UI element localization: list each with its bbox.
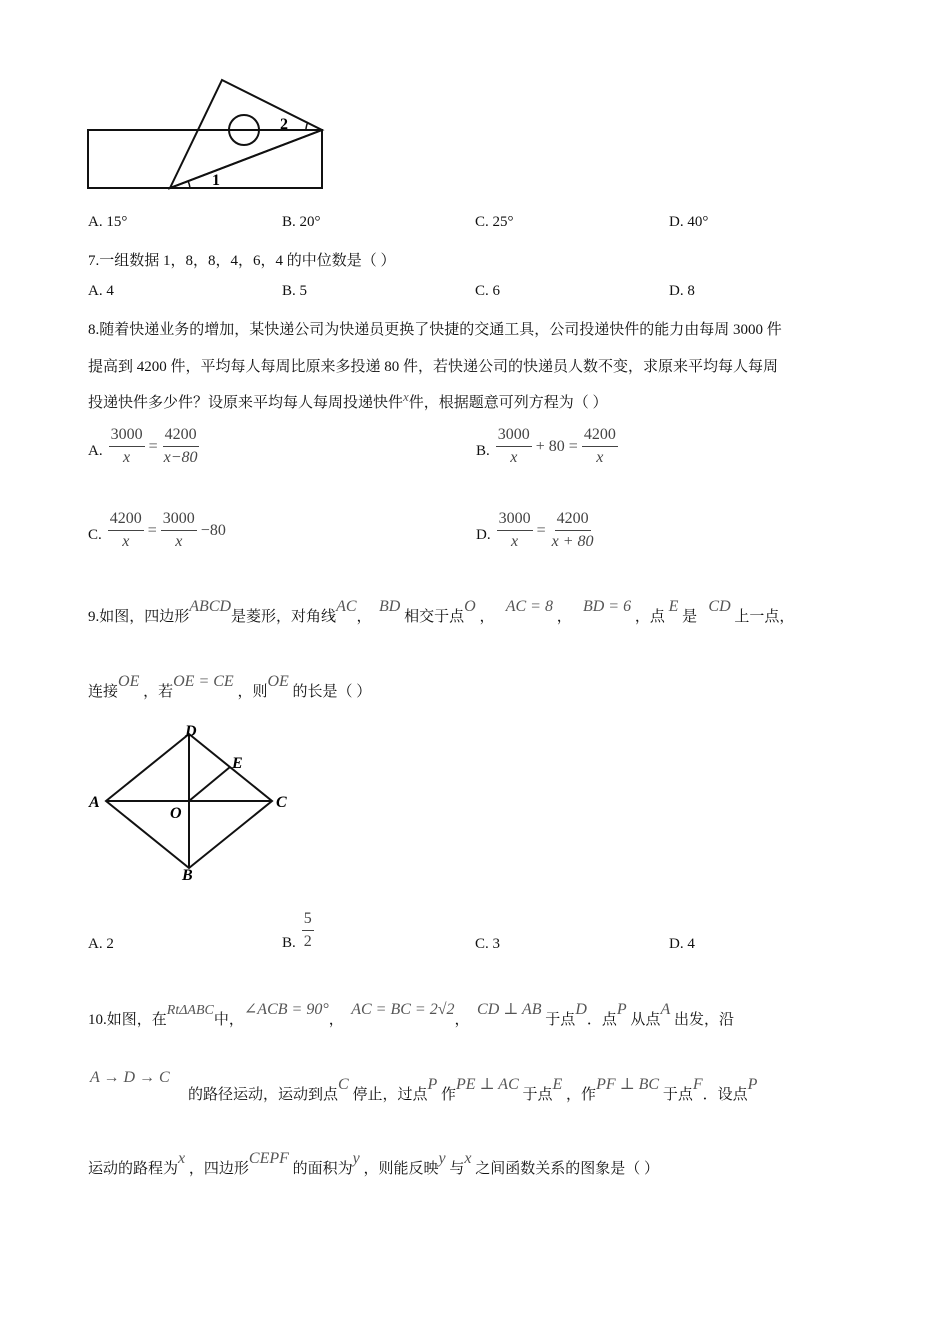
q8-option-a-label: A.: [88, 443, 103, 459]
q10-math: CEPF: [248, 1150, 289, 1167]
q8-a-right-num: 4200: [163, 424, 199, 447]
q9-math: BD: [379, 598, 401, 615]
q9-text: ，: [479, 609, 495, 625]
q10-text: 中，: [213, 1012, 244, 1028]
q8-option-d[interactable]: [476, 508, 596, 553]
q8-var-x: x: [403, 389, 409, 404]
q10-stem-line2: [88, 1069, 758, 1104]
q10-text: 之间函数关系的图象是（ ）: [475, 1161, 660, 1177]
q7-option-a[interactable]: A. 4: [88, 283, 114, 299]
q9-math: OE = CE: [173, 673, 234, 690]
q10-math: x: [464, 1150, 472, 1167]
q8-b-left-num: 3000: [496, 424, 532, 447]
q10-math: RtΔABC: [166, 1003, 214, 1018]
q10-stem-line1: [88, 1001, 734, 1029]
q10-math: P: [427, 1076, 438, 1093]
q8-b-left-den: x: [510, 449, 518, 466]
q9-math: OE: [267, 673, 289, 690]
q10-text: 于点: [545, 1012, 576, 1028]
q9-b-num: 5: [302, 908, 314, 931]
q10-text: ，四边形: [188, 1161, 249, 1177]
q8-b-right-den: x: [596, 449, 604, 466]
q6-option-a[interactable]: A. 15°: [88, 214, 128, 230]
q10-text: 作: [440, 1087, 456, 1103]
q9-text: 是: [682, 609, 698, 625]
q9-segment-oe: [189, 767, 230, 801]
q9-label-e: E: [232, 755, 243, 772]
q9-math: AC: [336, 598, 357, 615]
q10-text: 运动的路程为: [88, 1161, 179, 1177]
q10-text: ，则能反映: [363, 1161, 439, 1177]
q6-angle2-label: 2: [280, 116, 288, 133]
q10-math: C: [338, 1076, 349, 1093]
q8-option-d-label: D.: [476, 527, 491, 543]
q8-d-left-den: x: [511, 533, 519, 550]
q9-math: CD: [708, 598, 731, 615]
q9-label-c: C: [276, 794, 287, 811]
q8-b-op: + 80 =: [535, 437, 578, 455]
q8-c-left-num: 4200: [108, 508, 144, 531]
q10-text: 于点: [662, 1087, 693, 1103]
q8-c-left-den: x: [122, 533, 130, 550]
q6-option-d[interactable]: D. 40°: [669, 214, 709, 230]
q9-label-o: O: [170, 805, 182, 822]
q9-text: ，: [356, 609, 372, 625]
q10-stem-line3: [88, 1150, 660, 1178]
q8-option-a[interactable]: [88, 424, 200, 469]
q8-a-right-den: x−80: [163, 449, 198, 466]
q6-angle1-arc: [188, 181, 190, 188]
q9-text: ，点: [634, 609, 665, 625]
q10-text: 于点: [522, 1087, 553, 1103]
q10-math: PE ⊥ AC: [456, 1076, 519, 1093]
q9-stem-line1: [88, 598, 795, 626]
q10-math: CD ⊥ AB: [477, 1001, 542, 1018]
q8-stem-line2: 提高到 4200 件，平均每人每周比原来多投递 80 件，若快递公司的快递员人数不变，求原来平均每人每周: [88, 359, 779, 375]
q10-math: P: [747, 1076, 758, 1093]
q10-text: 出发，沿: [673, 1012, 734, 1028]
q8-d-right-den: x + 80: [551, 533, 594, 550]
q9-math: E: [668, 598, 679, 615]
q10-math: PF ⊥ BC: [596, 1076, 660, 1093]
q8-d-left-num: 3000: [497, 508, 533, 531]
q9-label-a: A: [89, 794, 100, 811]
q10-math: F: [692, 1076, 703, 1093]
q10-text: 的路径运动，运动到点: [188, 1087, 339, 1103]
q10-text: 的面积为: [292, 1161, 353, 1177]
q10-text: 停止，过点: [352, 1087, 428, 1103]
q9-stem-line2: [88, 673, 372, 701]
q9-b-den: 2: [303, 933, 312, 950]
q9-label-b: B: [182, 867, 193, 884]
q8-a-left-num: 3000: [109, 424, 145, 447]
q9-option-a[interactable]: A. 2: [88, 936, 114, 952]
q9-text: 相交于点: [404, 609, 465, 625]
q9-text: 9.如图，四边形: [88, 609, 190, 625]
q10-math: A → D → C: [90, 1069, 170, 1086]
q10-text: ．点: [586, 1012, 617, 1028]
q8-stem-line3-a: 投递快件多少件？设原来平均每人每周投递快件: [88, 395, 404, 411]
q8-stem-line3: [88, 391, 608, 412]
q8-option-b-label: B.: [476, 443, 490, 459]
q8-c-right-num: 3000: [161, 508, 197, 531]
q9-math: O: [464, 598, 476, 615]
q6-triangle: [170, 80, 322, 188]
q9-math: AC = 8: [505, 598, 553, 615]
q8-d-right-num: 4200: [555, 508, 591, 531]
q7-option-c[interactable]: C. 6: [475, 283, 501, 299]
q8-c-right-den: x: [175, 533, 183, 550]
q9-text: ，则: [237, 684, 268, 700]
q6-option-b[interactable]: B. 20°: [282, 214, 321, 230]
q6-figure: [80, 72, 340, 197]
q6-option-c[interactable]: C. 25°: [475, 214, 514, 230]
q8-stem-line1: 8.随着快递业务的增加，某快递公司为快递员更换了快捷的交通工具，公司投递快件的能力由每周 3000 件: [88, 322, 782, 338]
q10-math: y: [438, 1150, 446, 1167]
q9-text: 的长是（ ）: [292, 684, 372, 700]
q8-d-op: =: [536, 521, 546, 539]
q8-option-c-equation: [108, 508, 226, 553]
q8-option-c-label: C.: [88, 527, 102, 543]
q10-text: 与: [449, 1161, 465, 1177]
q10-text: ，: [454, 1012, 470, 1028]
q8-option-a-equation: [109, 424, 200, 469]
q6-angle1-label: 1: [212, 172, 220, 189]
q8-b-right-num: 4200: [582, 424, 618, 447]
q8-c-tail: −80: [200, 521, 226, 539]
q9-text: ，若: [143, 684, 174, 700]
q9-text: ，: [556, 609, 572, 625]
q6-rectangle: [88, 130, 322, 188]
q8-c-op: =: [147, 521, 157, 539]
q9-option-b[interactable]: [282, 908, 314, 953]
q8-a-left-den: x: [123, 449, 131, 466]
q9-option-b-label: B.: [282, 935, 296, 951]
q9-math: BD = 6: [582, 598, 632, 615]
q9-option-c[interactable]: C. 3: [475, 936, 501, 952]
q9-math: OE: [118, 673, 140, 690]
q10-math: D: [575, 1001, 587, 1018]
q8-a-op: =: [148, 437, 158, 455]
q10-math: E: [552, 1076, 563, 1093]
q10-math: x: [178, 1150, 186, 1167]
q9-text: 是菱形，对角线: [231, 609, 337, 625]
q9-text: 连接: [88, 684, 119, 700]
q8-option-b-equation: [496, 424, 618, 469]
q9-math: ABCD: [189, 598, 232, 615]
q10-text: ．设点: [702, 1087, 748, 1103]
q9-option-d[interactable]: D. 4: [669, 936, 695, 952]
q10-math: ∠ACB = 90°: [243, 1001, 329, 1018]
q10-text: 10.如图，在: [88, 1012, 167, 1028]
q8-stem-line3-b: 件，根据题意可列方程为（ ）: [408, 395, 608, 411]
q7-stem: 7.一组数据 1，8，8，4，6，4 的中位数是（ ）: [88, 253, 396, 269]
q10-text: ，作: [566, 1087, 597, 1103]
q8-option-d-equation: [497, 508, 596, 553]
q10-math: A: [660, 1001, 671, 1018]
q9-text: 上一点，: [734, 609, 795, 625]
q10-math: y: [352, 1150, 360, 1167]
q9-label-d: D: [185, 723, 197, 740]
q7-option-d[interactable]: D. 8: [669, 283, 695, 299]
q8-option-b[interactable]: [476, 424, 618, 469]
q7-option-b[interactable]: B. 5: [282, 283, 308, 299]
q9-rhombus-figure: [84, 720, 304, 885]
q9-option-b-fraction: [302, 908, 314, 953]
q10-math: P: [616, 1001, 627, 1018]
q10-text: ，: [328, 1012, 344, 1028]
q8-option-c[interactable]: [88, 508, 226, 553]
q10-math: AC = BC = 2√2: [351, 1001, 455, 1018]
q10-text: 从点: [630, 1012, 661, 1028]
